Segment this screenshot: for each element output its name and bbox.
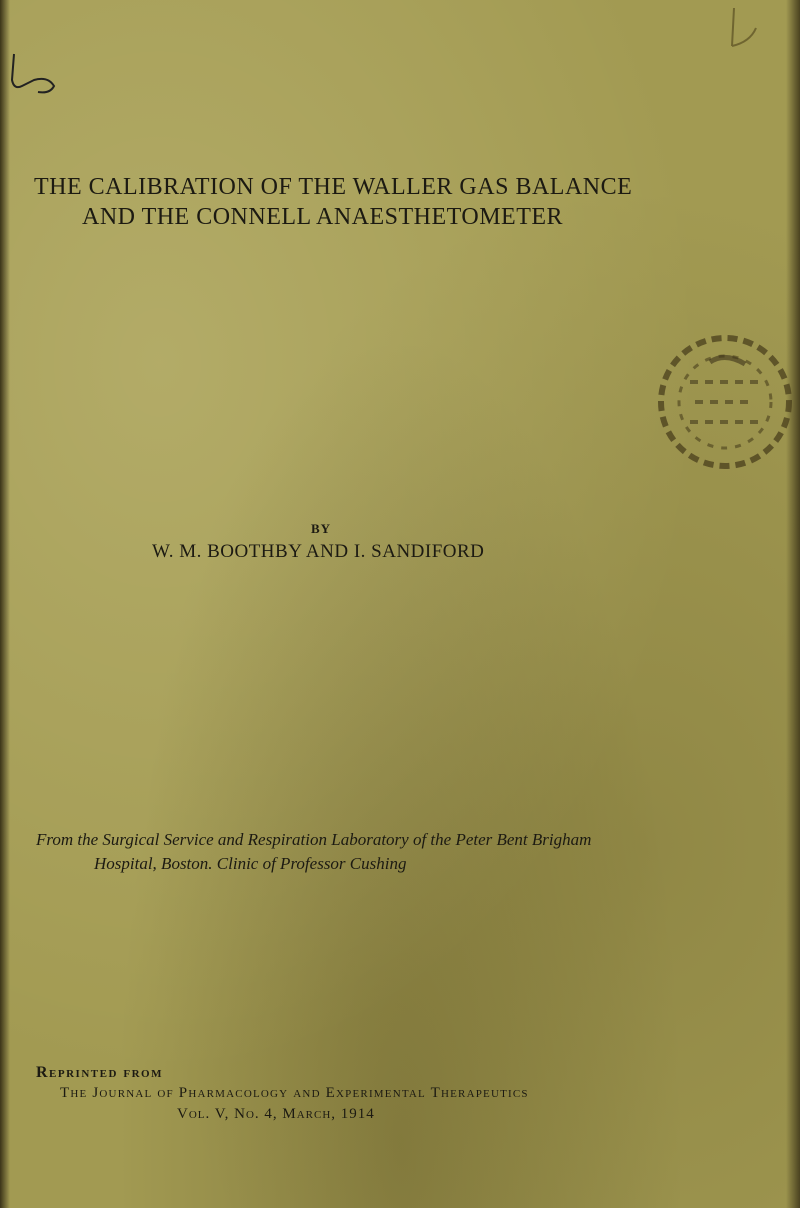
title-line-1: THE CALIBRATION OF THE WALLER GAS BALANCE — [34, 174, 633, 200]
page-edge-right — [786, 0, 800, 1208]
title-line-2: AND THE CONNELL ANAESTHETOMETER — [82, 204, 564, 230]
affiliation — [36, 828, 591, 876]
volume-info: Vol. V, No. 4, March, 1914 — [177, 1106, 375, 1122]
pencil-mark-icon — [720, 2, 770, 52]
library-stamp-icon — [650, 322, 800, 482]
by-label: BY — [311, 521, 332, 536]
page-edge-left — [0, 0, 10, 1208]
authors: W. M. BOOTHBY AND I. SANDIFORD — [152, 541, 485, 562]
article-title — [34, 172, 632, 232]
journal-name: The Journal of Pharmacology and Experimental Therapeutics — [60, 1085, 529, 1101]
reprint-label: Reprinted from — [36, 1064, 163, 1081]
affiliation-line-2: Hospital, Boston. Clinic of Professor Cushing — [94, 854, 407, 873]
affiliation-line-1: From the Surgical Service and Respiration Laboratory of the Peter Bent Brigham — [36, 830, 592, 849]
pencil-scribble-icon — [8, 50, 78, 100]
